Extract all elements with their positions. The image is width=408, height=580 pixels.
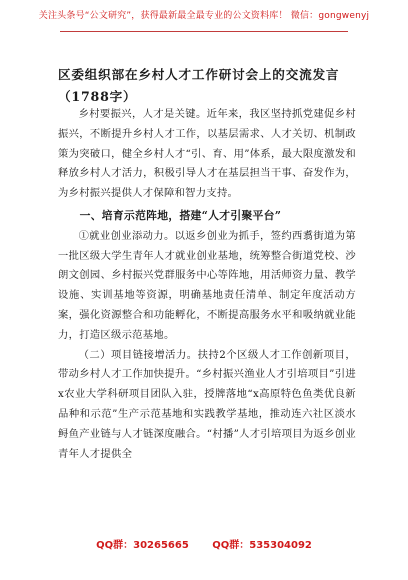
- footer-qq-groups: [0, 536, 408, 551]
- document-title: 区委组织部在乡村人才工作研讨会上的交流发言（1788字）: [58, 67, 340, 104]
- qq-group-1: QQ群：30265665: [96, 540, 189, 551]
- header-divider: [60, 31, 348, 32]
- intro-paragraph: 乡村要振兴，人才是关键。近年来，我区坚持抓党建促乡村振兴，不断提升乡村人才工作，以基层需求、人才关切、机制政策为突破口，健全乡村人才“引、育、用”体系，最大限度激发和释放乡村人才活力，积极引导人才在基层担当干事、奋发作为，为乡村振兴提供人才保障和智力支持。: [58, 108, 356, 200]
- body-paragraph: （二）项目链接增活力。扶持2个区级人才工作创新项目，带动乡村人才工作加快提升。“乡村振兴渔业人才引培项目”引进x农业大学科研项目团队入驻，授牌落地“x高原特色鱼类优良新品种和示范”生产示范基地和实践教学基地，推动连六社区淡水鲟鱼产业链与人才链深度融合。“村播”人才引培项目为返乡创业青年人才提供全: [58, 348, 356, 460]
- qq-group-2: QQ群：535304092: [212, 540, 312, 551]
- section-heading: 一、培育示范阵地，搭建“人才引聚平台”: [79, 208, 282, 222]
- header-banner: 关注头条号“公文研究”，获得最新最全最专业的公文资料库！ 微信：gongwenyj: [38, 11, 370, 21]
- body-paragraph: ①就业创业添动力。以返乡创业为抓手，签约西翥街道为第一批区级大学生青年人才就业创业基地，统筹整合街道党校、沙朗文创园、乡村振兴党群服务中心等阵地，用活师资力量、教学设施、实训基地等资源，明确基地责任清单、制定年度活动方案，强化资源整合和功能孵化，不断提高服务水平和吸纳就业能力，打造区级示范基地。: [58, 229, 356, 341]
- document-body: [58, 105, 356, 464]
